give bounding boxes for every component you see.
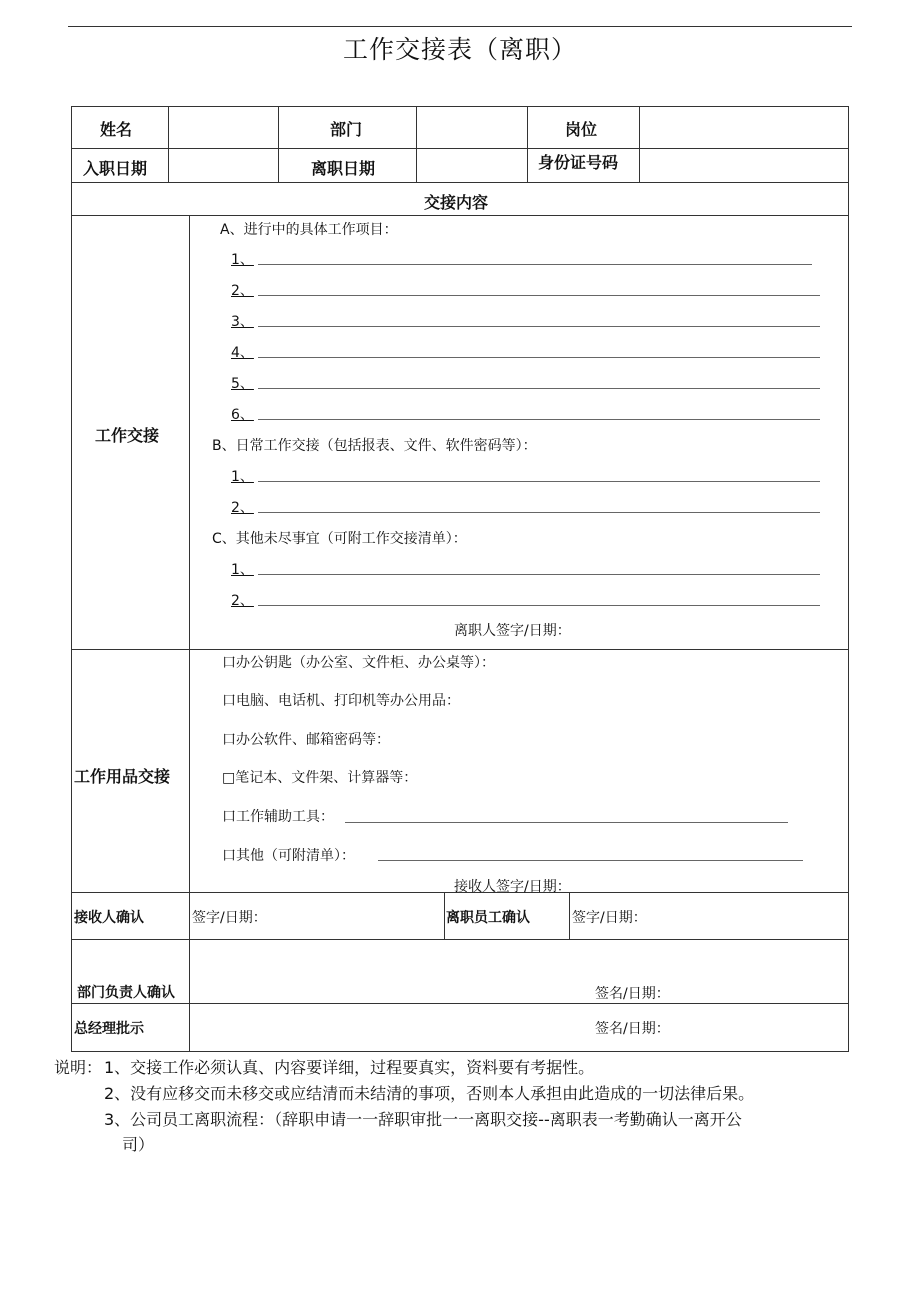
note-2: 2、没有应移交而未移交或应结清而未结清的事项，否则本人承担由此造成的一切法律后果。 (104, 1084, 755, 1103)
items-handover-label: 工作用品交接 (74, 767, 171, 786)
fill-line[interactable] (258, 512, 820, 513)
fill-line[interactable] (258, 264, 812, 265)
post-label: 岗位 (565, 120, 598, 139)
fill-line[interactable] (258, 326, 820, 327)
note-3: 3、公司员工离职流程：（辞职申请一一辞职审批一一离职交接--离职表一考勤确认一离开公 (104, 1110, 742, 1129)
page-title: 工作交接表（离职） (342, 35, 577, 64)
section-c-title: C、其他未尽事宜（可附工作交接清单）： (212, 531, 467, 547)
fill-line[interactable] (258, 295, 820, 296)
receiver-signature: 接收人签字/日期： (454, 879, 571, 895)
top-rule (68, 26, 852, 27)
leaver-confirm-label: 离职员工确认 (446, 910, 530, 926)
name-label: 姓名 (100, 120, 133, 139)
dept-head-sign[interactable]: 签名/日期： (595, 986, 670, 1002)
checklist-item[interactable]: 口工作辅助工具： (222, 809, 334, 825)
fill-line[interactable] (258, 357, 820, 358)
checklist-item[interactable]: 口电脑、电话机、打印机等办公用品： (222, 693, 460, 709)
id-number-label: 身份证号码 (538, 153, 619, 172)
dept-label: 部门 (330, 120, 363, 139)
gm-sign[interactable]: 签名/日期： (595, 1021, 670, 1037)
leaver-signature: 离职人签字/日期： (454, 623, 571, 639)
list-item-number: 3、 (231, 314, 254, 330)
checklist-item[interactable]: 口其他（可附清单）： (222, 848, 355, 864)
fill-line[interactable] (345, 822, 788, 823)
receiver-confirm-label: 接收人确认 (74, 910, 144, 926)
gm-approval-label: 总经理批示 (74, 1021, 144, 1037)
checklist-item[interactable]: 口办公钥匙（办公室、文件柜、办公桌等）： (222, 655, 495, 671)
list-item-number: 2、 (231, 283, 254, 299)
list-item-number: 1、 (231, 562, 254, 578)
leaver-sign[interactable]: 签字/日期： (572, 910, 647, 926)
receiver-sign[interactable]: 签字/日期： (192, 910, 267, 926)
list-item-number: 4、 (231, 345, 254, 361)
list-item-number: 1、 (231, 252, 254, 268)
section-b-title: B、日常工作交接（包括报表、文件、软件密码等）： (212, 438, 537, 454)
section-a-title: A、进行中的具体工作项目： (220, 222, 398, 238)
fill-line[interactable] (258, 574, 820, 575)
fill-line[interactable] (258, 481, 820, 482)
fill-line[interactable] (258, 605, 820, 606)
note-1: 1、交接工作必须认真、内容要详细，过程要真实，资料要有考据性。 (104, 1058, 595, 1077)
hire-date-label: 入职日期 (83, 159, 148, 178)
work-handover-label: 工作交接 (95, 426, 160, 445)
fill-line[interactable] (258, 388, 820, 389)
dept-head-confirm-label: 部门负责人确认 (77, 985, 175, 1001)
list-item-number: 5、 (231, 376, 254, 392)
checklist-item[interactable]: □笔记本、文件架、计算器等： (222, 770, 418, 786)
list-item-number: 1、 (231, 469, 254, 485)
list-item-number: 6、 (231, 407, 254, 423)
fill-line[interactable] (378, 860, 803, 861)
fill-line[interactable] (258, 419, 820, 420)
list-item-number: 2、 (231, 593, 254, 609)
list-item-number: 2、 (231, 500, 254, 516)
checklist-item[interactable]: 口办公软件、邮箱密码等： (222, 732, 390, 748)
section-title: 交接内容 (424, 193, 489, 212)
note-3-cont: 司） (122, 1135, 155, 1154)
leave-date-label: 离职日期 (311, 159, 376, 178)
notes-prefix: 说明： (54, 1058, 103, 1077)
